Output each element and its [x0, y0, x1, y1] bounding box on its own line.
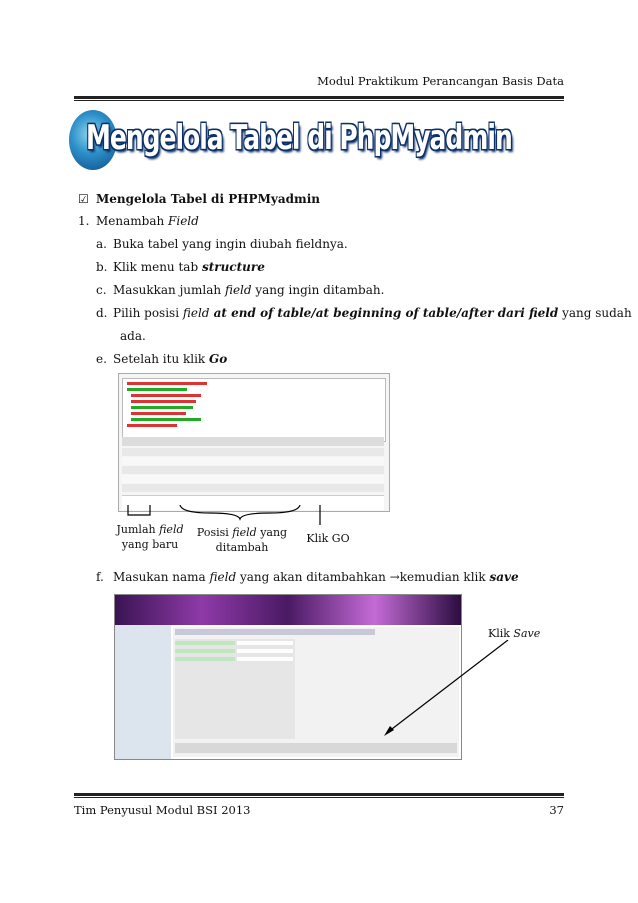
annotation-klik-save: Klik Save — [488, 627, 541, 640]
step-d: Pilih posisi field at end of table/at beginning of table/after dari field yang sudah — [113, 306, 632, 320]
step-b: Klik menu tab structure — [113, 260, 265, 274]
table-row — [122, 475, 384, 483]
table-row — [122, 448, 384, 456]
table-row — [122, 466, 384, 474]
annotation-posisi: Posisi field yang ditambah — [196, 526, 288, 554]
sql-query-box — [122, 378, 386, 442]
step-a: Buka tabel yang ingin diubah fieldnya. — [113, 237, 348, 251]
step-e-label: e. — [96, 352, 107, 366]
sql-lines-icon — [123, 379, 383, 439]
annotation-jumlah: Jumlah field yang baru — [116, 523, 184, 551]
annotation-klikgo: Klik GO — [306, 532, 350, 545]
header-rule — [74, 96, 564, 99]
item-number: 1. — [78, 214, 90, 228]
step-d-cont: ada. — [120, 329, 146, 343]
running-header: Modul Praktikum Perancangan Basis Data — [317, 74, 564, 88]
arrow-right-icon: → — [389, 570, 400, 584]
item-title: Menambah Field — [96, 214, 199, 228]
step-a-label: a. — [96, 237, 107, 251]
step-b-label: b. — [96, 260, 108, 274]
page-number: 37 — [549, 803, 564, 817]
step-c-label: c. — [96, 283, 107, 297]
step-c: Masukkan jumlah field yang ingin ditambah. — [113, 283, 385, 297]
browser-toolbar — [115, 595, 461, 625]
table-row — [122, 457, 384, 465]
step-d-label: d. — [96, 306, 108, 320]
step-f-label: f. — [96, 570, 104, 584]
phpmyadmin-sidebar — [115, 625, 171, 759]
table-header-bar — [122, 437, 384, 446]
section-title: Mengelola Tabel di PHPMyadmin — [96, 192, 320, 206]
step-f: Masukan nama field yang akan ditambahkan →kemudian klik save — [113, 570, 519, 584]
header-rule-thin — [74, 100, 564, 101]
checkbox-icon: ☑ — [78, 192, 89, 206]
footer-rule — [74, 793, 564, 796]
step-e: Setelah itu klik Go — [113, 352, 228, 366]
footer-text: Tim Penyusul Modul BSI 2013 — [74, 803, 251, 817]
table-row — [122, 484, 384, 492]
footer-rule-thin — [74, 797, 564, 798]
pointer-arrow-icon — [380, 640, 520, 740]
screenshot-structure — [118, 373, 390, 512]
banner-title: Mengelola Tabel di PhpMyadmin — [86, 118, 512, 158]
